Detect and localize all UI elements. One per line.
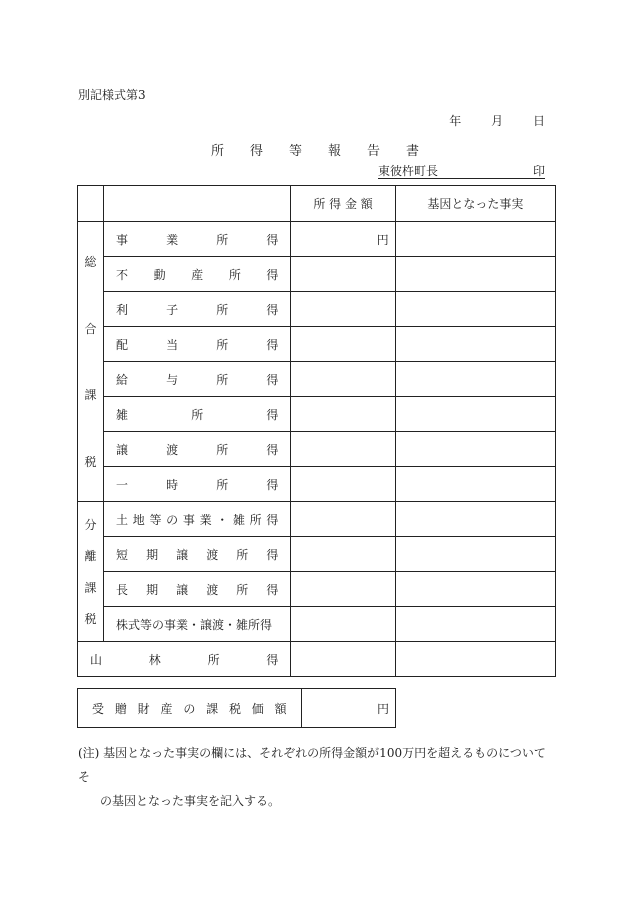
group-label <box>78 502 104 642</box>
table-row <box>78 502 556 537</box>
group-char: 課 <box>84 388 97 403</box>
group-char: 合 <box>84 321 97 336</box>
date-month: 月 <box>491 114 504 128</box>
char: 得 <box>266 582 279 597</box>
char: 所 <box>207 652 220 667</box>
char: 不 <box>116 267 129 282</box>
forest-income-label <box>78 642 291 677</box>
char: 受 <box>92 701 105 716</box>
char: 得 <box>266 372 279 387</box>
table-row <box>78 607 556 642</box>
table-row <box>78 327 556 362</box>
char: 得 <box>266 407 279 422</box>
char: 渡 <box>166 442 179 457</box>
char: 利 <box>116 302 129 317</box>
char: 得 <box>266 477 279 492</box>
spread-text <box>92 700 287 717</box>
table-row <box>78 362 556 397</box>
group-label-stack <box>78 509 103 635</box>
note <box>78 741 556 813</box>
note-line-1: (注) 基因となった事実の欄には、それぞれの所得金額が100万円を超えるものについてそ <box>78 746 546 784</box>
char: 渡 <box>206 547 219 562</box>
char: 得 <box>266 302 279 317</box>
char: 得 <box>266 442 279 457</box>
char: 業 <box>166 232 179 247</box>
char: 与 <box>166 372 179 387</box>
char: 得 <box>266 267 279 282</box>
char: 山 <box>90 652 103 667</box>
spread-text <box>116 231 278 248</box>
char: 給 <box>116 372 129 387</box>
basis-field[interactable] <box>395 292 555 327</box>
basis-field[interactable] <box>395 572 555 607</box>
spread-text <box>116 546 278 563</box>
char: 地 <box>132 512 145 527</box>
table-row <box>78 467 556 502</box>
char: 贈 <box>114 701 127 716</box>
char: 価 <box>251 701 264 716</box>
basis-field[interactable] <box>395 607 555 642</box>
title-char: 書 <box>406 144 420 159</box>
table-row <box>78 222 556 257</box>
char: 所 <box>216 302 229 317</box>
amount-field[interactable] <box>291 642 395 677</box>
amount-field[interactable] <box>291 467 395 502</box>
spread-text <box>116 371 278 388</box>
header-blank-label <box>104 186 291 222</box>
document-title <box>0 140 630 159</box>
amount-field[interactable] <box>291 537 395 572</box>
note-line-2: の基因となった事実を記入する。 <box>100 794 281 808</box>
amount-field[interactable] <box>291 432 395 467</box>
title-char: 告 <box>367 144 381 159</box>
group-char: 税 <box>84 612 97 627</box>
char: 長 <box>116 582 129 597</box>
addressee-line <box>378 162 545 179</box>
char: 譲 <box>176 582 189 597</box>
char: 産 <box>191 267 204 282</box>
spread-text <box>116 476 278 493</box>
char: 所 <box>216 232 229 247</box>
char: 譲 <box>116 442 129 457</box>
table-row <box>78 642 556 677</box>
basis-field[interactable] <box>395 467 555 502</box>
char: 時 <box>166 477 179 492</box>
char: 所 <box>236 582 249 597</box>
char: 期 <box>146 547 159 562</box>
gift-amount-field[interactable]: 円 <box>301 689 395 728</box>
char: 土 <box>116 512 129 527</box>
char: 譲 <box>176 547 189 562</box>
header-blank-group <box>78 186 104 222</box>
income-table <box>77 185 556 677</box>
basis-field[interactable] <box>395 222 555 257</box>
income-type-label <box>104 432 291 467</box>
char: 林 <box>148 652 161 667</box>
char: 業 <box>199 512 212 527</box>
basis-field[interactable] <box>395 397 555 432</box>
char: ・ <box>216 512 229 527</box>
amount-field[interactable] <box>291 327 395 362</box>
char: 所 <box>216 442 229 457</box>
table-row <box>78 397 556 432</box>
char: 所 <box>249 512 262 527</box>
income-type-label <box>104 502 291 537</box>
income-type-label <box>104 257 291 292</box>
income-type-label <box>104 467 291 502</box>
basis-field[interactable] <box>395 502 555 537</box>
spread-text <box>116 441 278 458</box>
amount-field[interactable] <box>291 607 395 642</box>
spread-text <box>116 406 278 423</box>
basis-field[interactable] <box>395 642 555 677</box>
income-type-label <box>104 572 291 607</box>
amount-field[interactable] <box>291 292 395 327</box>
char: 事 <box>116 232 129 247</box>
char: の <box>166 512 179 527</box>
char: 税 <box>228 701 241 716</box>
char: 所 <box>236 547 249 562</box>
form-number: 別記様式第3 <box>78 88 146 102</box>
income-type-label <box>104 397 291 432</box>
char: 事 <box>182 512 195 527</box>
income-type-label <box>104 362 291 397</box>
income-type-label <box>104 222 291 257</box>
header-basis: 基因となった事実 <box>395 186 555 222</box>
spread-text <box>116 511 278 528</box>
group-char: 離 <box>84 549 97 564</box>
group-label <box>78 222 104 502</box>
spread-text <box>116 581 278 598</box>
income-type-label <box>104 327 291 362</box>
char: 子 <box>166 302 179 317</box>
group-label-stack <box>78 229 103 495</box>
amount-field[interactable] <box>291 572 395 607</box>
char: 短 <box>116 547 129 562</box>
group-char: 課 <box>84 580 97 595</box>
date-line <box>0 112 545 129</box>
group-char: 分 <box>84 517 97 532</box>
income-type-text: 株式等の事業・譲渡・雑所得 <box>116 617 273 632</box>
char: 雑 <box>116 407 129 422</box>
char: 額 <box>274 701 287 716</box>
gift-tax-table <box>77 688 396 728</box>
table-row <box>78 292 556 327</box>
char: 産 <box>160 701 173 716</box>
title-char: 所 <box>210 144 224 159</box>
char: 所 <box>228 267 241 282</box>
char: 課 <box>206 701 219 716</box>
amount-field[interactable] <box>291 362 395 397</box>
char: の <box>183 701 196 716</box>
spread-text <box>116 266 278 283</box>
gift-label <box>78 689 302 728</box>
char: 得 <box>266 512 279 527</box>
basis-field[interactable] <box>395 257 555 292</box>
title-char: 得 <box>249 144 263 159</box>
title-char: 等 <box>288 144 302 159</box>
group-char: 税 <box>84 454 97 469</box>
table-row <box>78 537 556 572</box>
amount-field[interactable] <box>291 257 395 292</box>
char: 得 <box>266 547 279 562</box>
seal-mark: 印 <box>532 164 545 178</box>
char: 動 <box>153 267 166 282</box>
amount-field[interactable] <box>291 397 395 432</box>
basis-field[interactable] <box>395 327 555 362</box>
char: 所 <box>216 337 229 352</box>
char: 配 <box>116 337 129 352</box>
gift-row <box>78 689 396 728</box>
char: 当 <box>166 337 179 352</box>
spread-text <box>116 336 278 353</box>
income-type-label <box>104 537 291 572</box>
basis-field[interactable] <box>395 537 555 572</box>
date-year: 年 <box>449 114 462 128</box>
char: 一 <box>116 477 129 492</box>
header-amount: 所 得 金 額 <box>291 186 395 222</box>
spread-text <box>116 301 278 318</box>
amount-field[interactable]: 円 <box>291 222 395 257</box>
char: 渡 <box>206 582 219 597</box>
table-header-row <box>78 186 556 222</box>
title-char: 報 <box>328 144 342 159</box>
income-type-label <box>104 292 291 327</box>
income-type-label <box>104 607 291 642</box>
basis-field[interactable] <box>395 362 555 397</box>
char: 所 <box>191 407 204 422</box>
char: 雑 <box>232 512 245 527</box>
table-row <box>78 572 556 607</box>
spread-text <box>90 651 278 668</box>
table-row <box>78 432 556 467</box>
date-day: 日 <box>532 114 545 128</box>
char: 所 <box>216 372 229 387</box>
group-char: 総 <box>84 255 97 270</box>
char: 得 <box>266 232 279 247</box>
char: 得 <box>266 337 279 352</box>
char: 所 <box>216 477 229 492</box>
addressee-town: 東彼杵町長 <box>378 164 439 178</box>
char: 等 <box>149 512 162 527</box>
char: 財 <box>137 701 150 716</box>
char: 得 <box>266 652 279 667</box>
basis-field[interactable] <box>395 432 555 467</box>
table-row <box>78 257 556 292</box>
amount-field[interactable] <box>291 502 395 537</box>
char: 期 <box>146 582 159 597</box>
